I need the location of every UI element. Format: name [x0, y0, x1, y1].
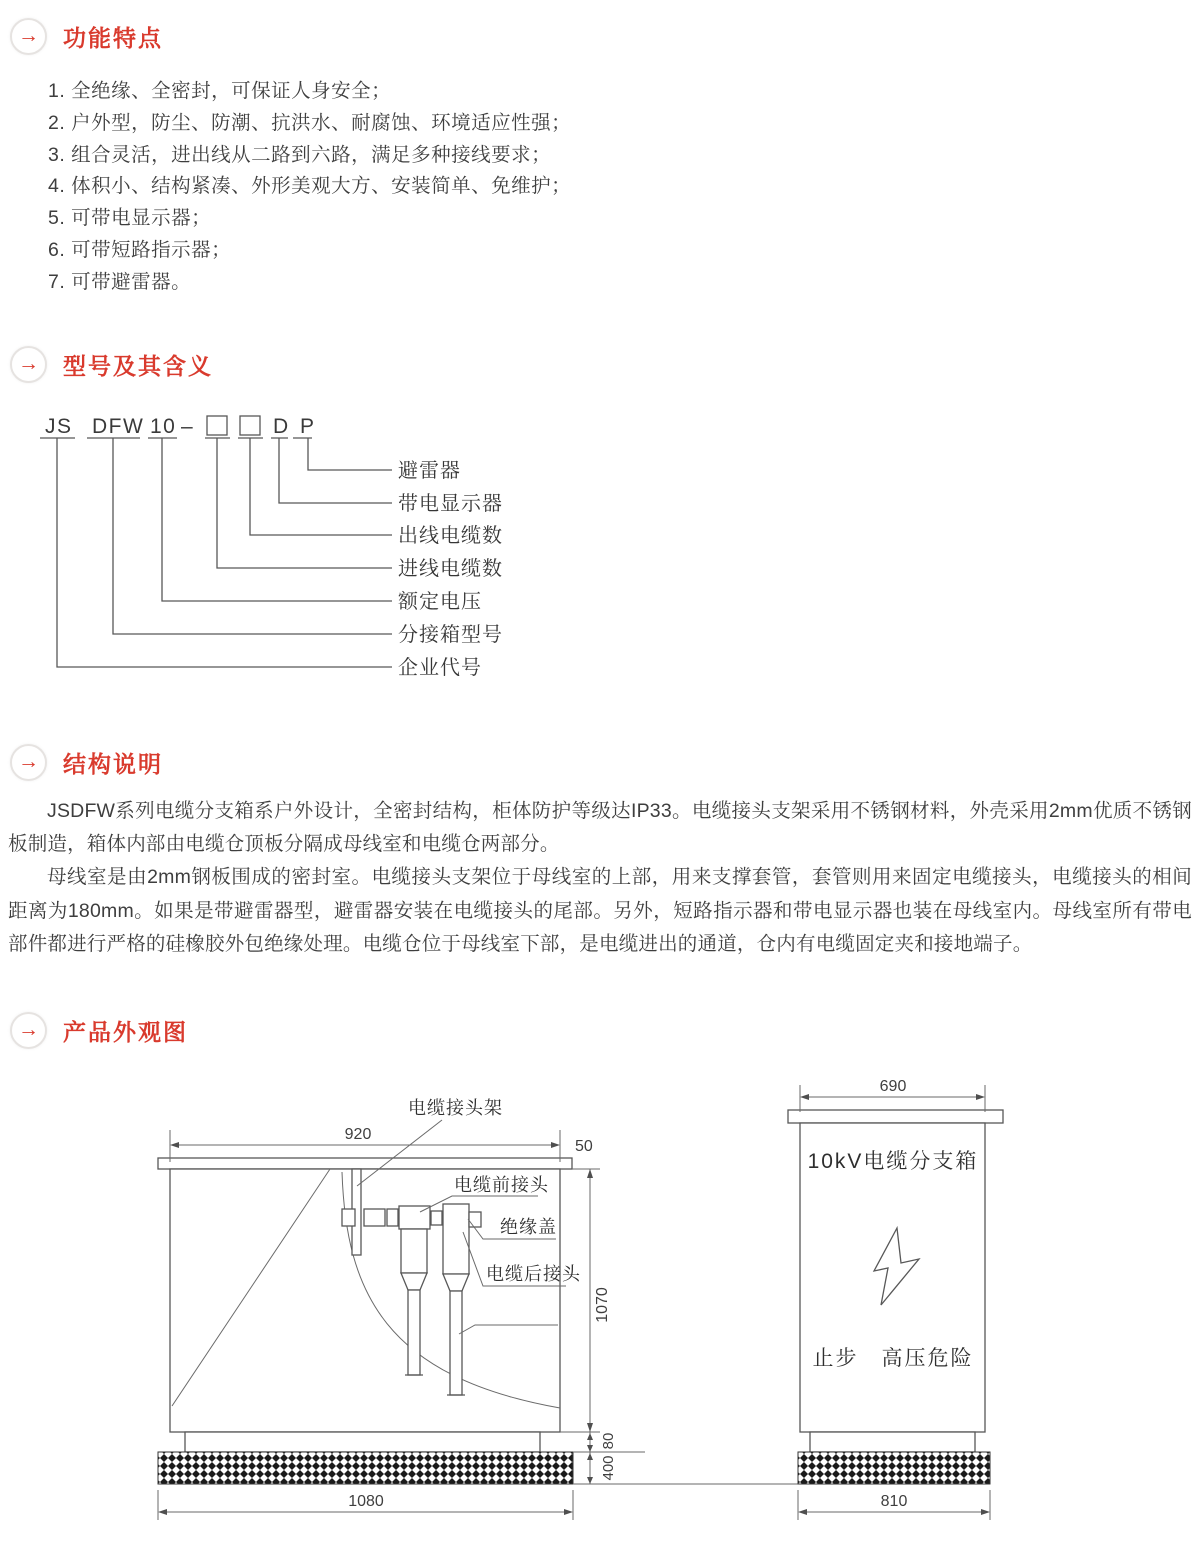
- model-token-dash: –: [181, 415, 195, 438]
- model-token-10: 10: [150, 415, 177, 438]
- dim-920: 920: [344, 1126, 372, 1143]
- dim-50: 50: [575, 1138, 593, 1155]
- structure-paragraph: JSDFW系列电缆分支箱系户外设计，全密封结构，柜体防护等级达IP33。电缆接头支架采用不锈钢材料，外壳采用2mm优质不锈钢板制造，箱体内部由电缆仓顶板分隔成母线室和电缆仓两部分。: [8, 800, 1192, 856]
- feature-item: 1. 全绝缘、全密封，可保证人身安全；: [48, 80, 392, 102]
- cabinet-top-flange: [788, 1110, 1003, 1123]
- foundation-base: [158, 1452, 573, 1484]
- model-tokens: [45, 415, 316, 438]
- section-header-structure: [10, 744, 163, 781]
- features-list: [48, 76, 1188, 299]
- model-labels: [398, 459, 503, 679]
- arrow-glyph: →: [18, 352, 39, 375]
- model-connector-lines: [57, 438, 392, 667]
- front-view-drawing: [788, 1078, 1003, 1520]
- arrow-right-icon: [10, 744, 47, 781]
- dim-400: 400: [600, 1455, 617, 1481]
- dim-690: 690: [879, 1078, 907, 1095]
- model-placeholder-box: [207, 416, 227, 435]
- model-label-live-indicator: 带电显示器: [398, 493, 503, 515]
- model-token-p: P: [300, 415, 316, 438]
- structure-paragraph: 母线室是由2mm钢板围成的密封室。电缆接头支架位于母线室的上部，用来支撑套管，套管则用来固定电缆接头，电缆接头的相间距离为180mm。如果是带避雷器型，避雷器安装在电缆接头的尾部。另外，短路指示器和带电显示器也装在母线室内。母线室所有带电部件都进行严格的硅橡胶外包绝缘处理。电缆仓位于母线室下部，是电缆进出的通道，仓内有电缆固定夹和接地端子。: [8, 866, 1192, 955]
- label-rear-connector: 电缆后接头: [486, 1264, 581, 1284]
- section-title-appearance: 产品外观图: [63, 1019, 188, 1045]
- model-token-d: D: [273, 415, 290, 438]
- section-header-features: [10, 18, 163, 55]
- model-designation-diagram: [0, 405, 1200, 705]
- model-token-dfw: DFW: [92, 415, 145, 438]
- arrow-glyph: →: [18, 750, 39, 773]
- cabinet-lid: [158, 1158, 572, 1169]
- model-label-rated-voltage: 额定电压: [398, 591, 482, 613]
- feature-item: 6. 可带短路指示器；: [48, 238, 232, 261]
- dim-1070: 1070: [594, 1287, 611, 1323]
- feature-item: 5. 可带电显示器；: [48, 207, 212, 230]
- label-insulation-cover: 绝缘盖: [500, 1217, 557, 1237]
- dim-810: 810: [880, 1493, 908, 1510]
- cabinet-nameplate: 10kV电缆分支箱: [807, 1150, 979, 1173]
- model-label-company-code: 企业代号: [398, 657, 482, 679]
- foundation-base: [798, 1452, 990, 1484]
- arrow-right-icon: [10, 18, 47, 55]
- feature-item: 2. 户外型，防尘、防潮、抗洪水、耐腐蚀、环境适应性强；: [48, 111, 572, 134]
- dim-80: 80: [600, 1432, 617, 1450]
- model-label-outgoing-cables: 出线电缆数: [398, 525, 503, 547]
- model-label-incoming-cables: 进线电缆数: [398, 558, 503, 580]
- model-placeholder-box: [240, 416, 260, 435]
- arrow-right-icon: [10, 346, 47, 383]
- feature-item: 4. 体积小、结构紧凑、外形美观大方、安装简单、免维护；: [48, 175, 572, 198]
- cabinet-plinth: [185, 1432, 540, 1452]
- label-front-connector: 电缆前接头: [454, 1175, 549, 1195]
- model-label-arrester: 避雷器: [398, 460, 461, 482]
- warning-text: 止步 高压危险: [812, 1347, 974, 1370]
- label-cable-bracket: 电缆接头架: [408, 1098, 503, 1118]
- section-header-appearance: [10, 1012, 188, 1049]
- model-token-js: JS: [45, 415, 73, 438]
- dim-1080: 1080: [348, 1493, 384, 1510]
- product-appearance-drawing: [0, 1062, 1200, 1562]
- structure-description: [8, 795, 1192, 961]
- section-title-features: 功能特点: [63, 25, 163, 51]
- arrow-right-icon: [10, 1012, 47, 1049]
- model-label-box-type: 分接箱型号: [398, 624, 503, 646]
- section-title-model: 型号及其含义: [63, 353, 213, 379]
- insulation-cover-cap: [469, 1212, 481, 1227]
- feature-item: 3. 组合灵活，进出线从二路到六路，满足多种接线要求；: [48, 143, 552, 166]
- section-header-model: [10, 346, 213, 383]
- arrow-glyph: →: [18, 1018, 39, 1041]
- arrow-glyph: →: [18, 24, 39, 47]
- feature-item: 7. 可带避雷器。: [48, 270, 192, 293]
- section-title-structure: 结构说明: [63, 751, 163, 777]
- cabinet-plinth: [810, 1432, 975, 1452]
- side-view-drawing: [158, 1098, 798, 1520]
